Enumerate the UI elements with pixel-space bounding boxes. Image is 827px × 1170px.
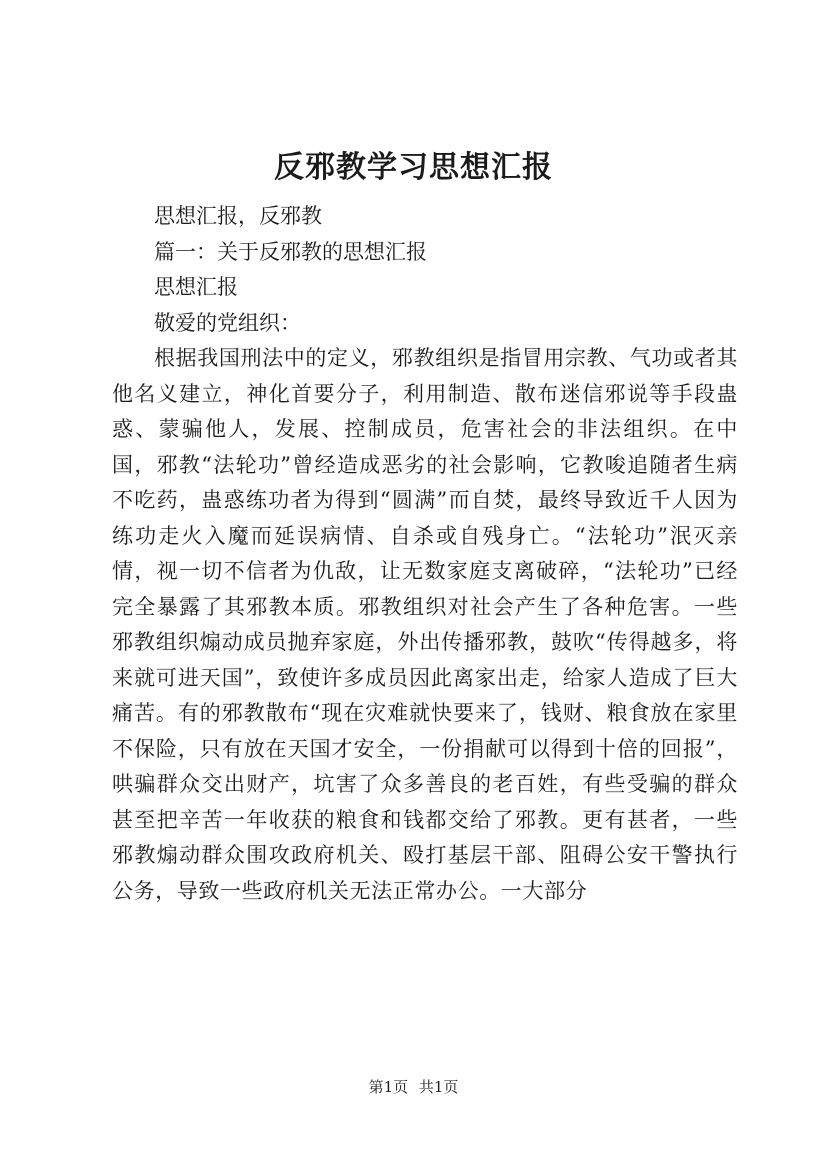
document-body xyxy=(112,199,738,909)
subtitle-line: 思想汇报，反邪教 xyxy=(154,204,322,228)
salutation: 敬爱的党组织： xyxy=(154,310,301,335)
page-total: 共1页 xyxy=(418,1078,459,1096)
page-footer xyxy=(0,1077,827,1097)
section-heading: 篇一：关于反邪教的思想汇报 xyxy=(154,239,427,264)
document-title: 反邪教学习思想汇报 xyxy=(274,150,553,185)
page-number: 第1页 xyxy=(368,1078,409,1096)
report-label: 思想汇报 xyxy=(154,275,238,299)
body-paragraph: 根据我国刑法中的定义，邪教组织是指冒用宗教、气功或者其他名义建立，神化首要分子，利用制造、散布迷信邪说等手段蛊惑、蒙骗他人，发展、控制成员，危害社会的非法组织。在中国，邪教“法轮功”曾经造成恶劣的社会影响，它教唆追随者生病不吃药，蛊惑练功者为得到“圆满”而自焚，最终导致近千人因为练功走火入魔而延误病情、自杀或自残身亡。“法轮功”泯灭亲情，视一切不信者为仇敌，让无数家庭支离破碎，“法轮功”已经完全暴露了其邪教本质。邪教组织对社会产生了各种危害。一些邪教组织煽动成员抛弃家庭，外出传播邪教，鼓吹“传得越多，将来就可进天国”，致使许多成员因此离家出走，给家人造成了巨大痛苦。有的邪教散布“现在灾难就快要来了，钱财、粮食放在家里不保险，只有放在天国才安全，一份捐献可以得到十倍的回报”，哄骗群众交出财产，坑害了众多善良的老百姓，有些受骗的群众甚至把辛苦一年收获的粮食和钱都交给了邪教。更有甚者，一些邪教煽动群众围攻政府机关、殴打基层干部、阻碍公安干警执行公务，导致一些政府机关无法正常办公。一大部分 xyxy=(112,346,738,903)
